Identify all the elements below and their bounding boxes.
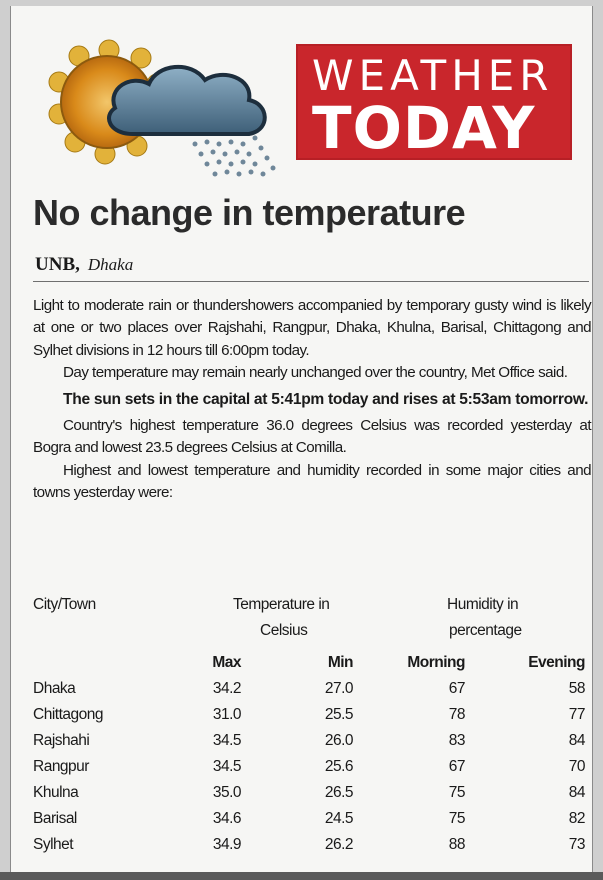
cell-max: 34.5	[212, 758, 241, 775]
divider-rule	[33, 281, 589, 282]
byline-place: Dhaka	[87, 255, 134, 274]
cell-city: Sylhet	[33, 836, 74, 853]
cell-morning: 67	[448, 680, 465, 697]
cell-evening: 84	[568, 732, 585, 749]
cell-evening: 77	[568, 706, 585, 723]
column-header-row	[33, 654, 589, 680]
col-morning: Morning	[407, 654, 465, 671]
paragraph-table-intro: Highest and lowest temperature and humidity recorded in some major cities and towns yesterday were:	[33, 461, 591, 502]
header-humidity-2: percentage	[449, 622, 522, 639]
cell-max: 34.5	[212, 732, 241, 749]
cell-max: 34.9	[212, 836, 241, 853]
byline	[35, 254, 575, 276]
col-min: Min	[327, 654, 353, 671]
table-row	[33, 680, 589, 706]
cell-min: 27.0	[324, 680, 353, 697]
col-evening: Evening	[528, 654, 585, 671]
cell-min: 26.5	[324, 784, 353, 801]
cell-city: Barisal	[33, 810, 77, 827]
cell-evening: 73	[568, 836, 585, 853]
table-row	[33, 758, 589, 784]
rain-cloud-icon	[109, 67, 276, 177]
cell-min: 26.2	[324, 836, 353, 853]
cell-evening: 84	[568, 784, 585, 801]
cell-city: Khulna	[33, 784, 79, 801]
headline: No change in temperature	[33, 192, 466, 233]
cell-evening: 70	[568, 758, 585, 775]
paragraph-extremes: Country's highest temperature 36.0 degrees Celsius was recorded yesterday at Bogra and lowest 23.5 degrees Celsius at Comilla.	[33, 417, 591, 457]
cell-city: Chittagong	[33, 706, 103, 723]
cell-morning: 78	[448, 706, 465, 723]
byline-agency: UNB,	[35, 254, 80, 275]
table-row	[33, 810, 589, 836]
header-humidity-1: Humidity in	[447, 596, 519, 613]
cell-min: 24.5	[324, 810, 353, 827]
cell-morning: 75	[448, 810, 465, 827]
cell-max: 34.2	[212, 680, 241, 697]
cell-city: Rajshahi	[33, 732, 90, 749]
banner-line-today: TODAY	[312, 94, 536, 162]
newspaper-clipping	[10, 6, 593, 872]
cell-min: 25.5	[324, 706, 353, 723]
header-temperature-2: Celsius	[260, 622, 308, 639]
cell-evening: 58	[568, 680, 585, 697]
paragraph-forecast: Light to moderate rain or thundershowers accompanied by temporary gusty wind is likely at one or two places over Rajshahi, Rangpur, Dhaka, Khulna, Barisal, Chittagong and Sylhet divisions in 12 hours till 6:00pm today.	[33, 297, 591, 359]
header-temperature-1: Temperature in	[233, 596, 330, 613]
cell-max: 35.0	[212, 784, 241, 801]
banner-line-weather: WEATHER	[312, 51, 554, 100]
col-max: Max	[212, 654, 241, 671]
cell-morning: 75	[448, 784, 465, 801]
article-body	[33, 295, 591, 505]
cell-morning: 67	[448, 758, 465, 775]
table-row	[33, 836, 589, 862]
cell-morning: 88	[448, 836, 465, 853]
cell-city: Dhaka	[33, 680, 76, 697]
paragraph-sun-times: The sun sets in the capital at 5:41pm today and rises at 5:53am tomorrow.	[63, 390, 589, 408]
cell-min: 26.0	[324, 732, 353, 749]
cell-min: 25.6	[324, 758, 353, 775]
weather-today-banner	[296, 44, 572, 160]
bottom-border	[0, 872, 603, 880]
header-city: City/Town	[33, 596, 96, 613]
cell-city: Rangpur	[33, 758, 89, 775]
table-row	[33, 784, 589, 810]
cell-max: 34.6	[212, 810, 241, 827]
table-row	[33, 732, 589, 758]
cell-max: 31.0	[212, 706, 241, 723]
table-row	[33, 706, 589, 732]
cell-evening: 82	[568, 810, 585, 827]
sun-rain-cloud-icon	[45, 34, 295, 184]
paragraph-day-temperature: Day temperature may remain nearly unchanged over the country, Met Office said.	[63, 364, 568, 382]
cell-morning: 83	[448, 732, 465, 749]
